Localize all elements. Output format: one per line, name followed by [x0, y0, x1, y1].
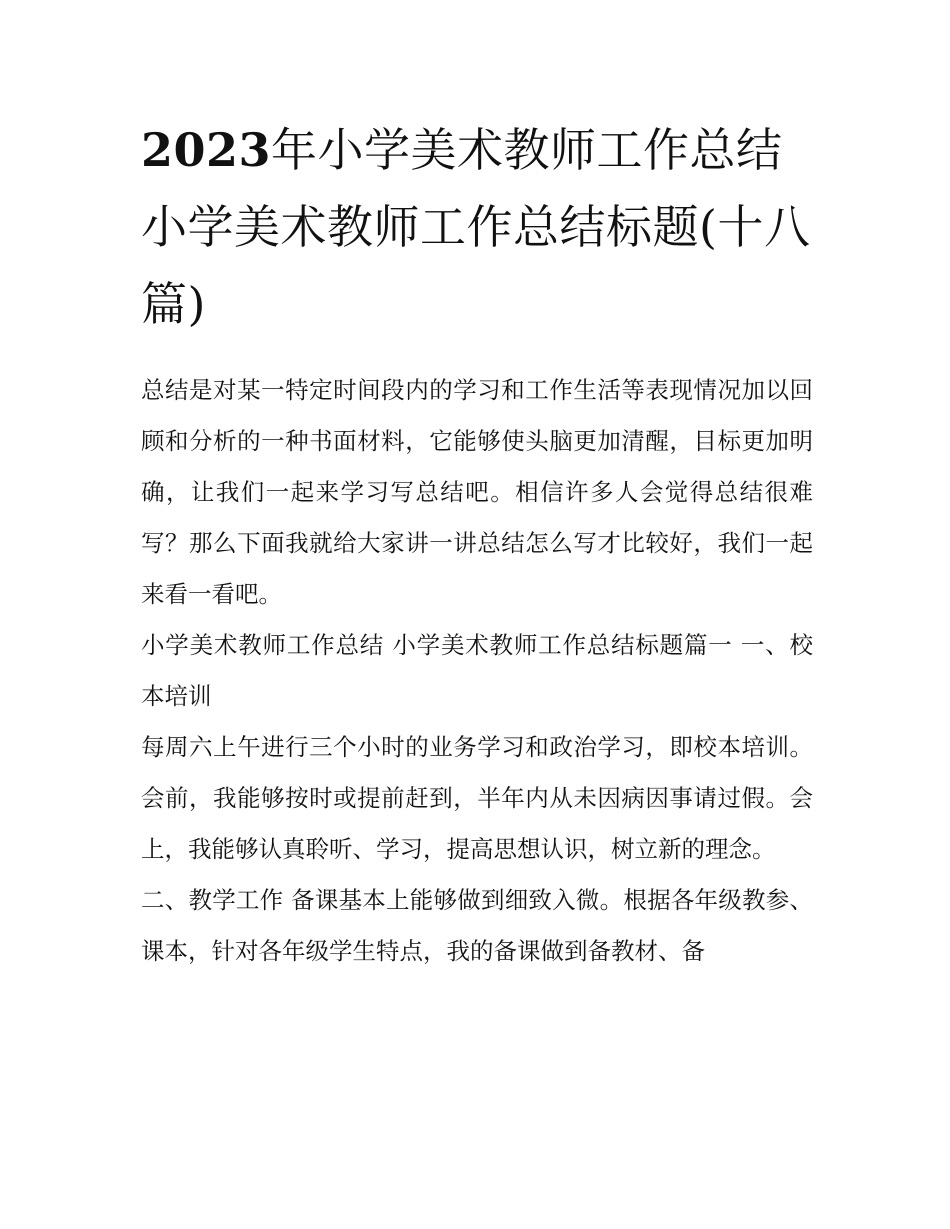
section-heading-paragraph: 小学美术教师工作总结 小学美术教师工作总结标题篇一 一、校本培训	[141, 631, 813, 710]
intro-paragraph: 总结是对某一特定时间段内的学习和工作生活等表现情况加以回顾和分析的一种书面材料，它能够使头脑更加清醒，目标更加明确，让我们一起来学习写总结吧。相信许多人会觉得总结很难写？那么下面我就给大家讲一讲总结怎么写才比较好，我们一起来看一看吧。	[141, 376, 813, 608]
training-paragraph: 每周六上午进行三个小时的业务学习和政治学习，即校本培训。会前，我能够按时或提前赶到，半年内从未因病因事请过假。会上，我能够认真聆听、学习，提高思想认识，树立新的理念。	[141, 733, 813, 863]
document-body	[141, 365, 813, 977]
teaching-paragraph: 二、教学工作 备课基本上能够做到细致入微。根据各年级教参、课本，针对各年级学生特点，我的备课做到备教材、备	[141, 886, 813, 965]
title-year: 2023	[141, 123, 272, 177]
document-title	[141, 112, 813, 343]
document-page	[141, 112, 813, 977]
title-text: 年小学美术教师工作总结 小学美术教师工作总结标题(十八篇)	[141, 123, 811, 331]
